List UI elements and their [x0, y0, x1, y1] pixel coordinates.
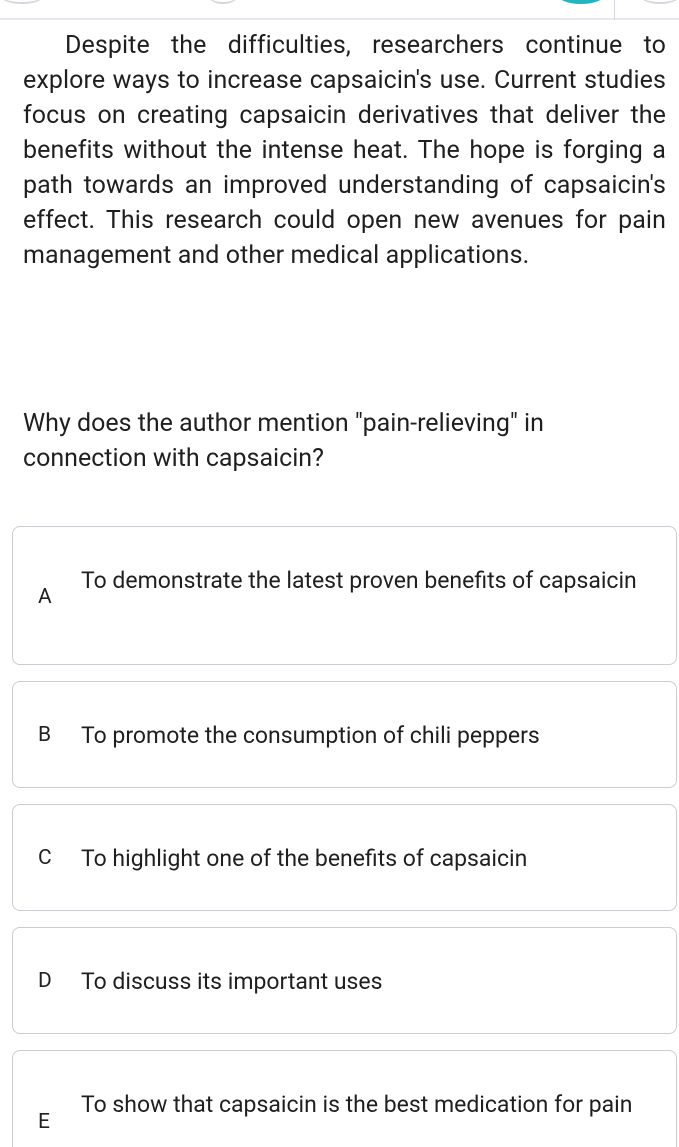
option-letter: D [38, 969, 52, 993]
option-letter: A [38, 585, 52, 609]
option-text: To demonstrate the latest proven benefits of capsaicin [81, 567, 637, 594]
progress-step [640, 0, 679, 4]
answer-option-d[interactable] [12, 927, 677, 1034]
answer-option-c[interactable] [12, 804, 677, 911]
option-text: To highlight one of the benefits of capsaicin [81, 845, 528, 872]
progress-step [0, 0, 44, 4]
answer-option-e[interactable] [12, 1050, 677, 1147]
option-letter: C [38, 846, 52, 870]
option-text: To show that capsaicin is the best medication for pain [81, 1091, 633, 1118]
option-text: To discuss its important uses [81, 968, 383, 995]
reading-passage: Despite the difficulties, researchers continue to explore ways to increase capsaicin's use. Current studies focus on creating capsaicin derivatives that deliver the benefits without the intense heat. The hope is forging a path towards an improved understanding of capsaicin's effect. This research could open new avenues for pain management and other medical applications. [23, 31, 666, 270]
question-text: Why does the author mention "pain-relieving" in connection with capsaicin? [23, 409, 544, 473]
answer-option-a[interactable] [12, 526, 677, 665]
answer-option-b[interactable] [12, 681, 677, 788]
option-text: To promote the consumption of chili peppers [81, 722, 540, 749]
progress-divider [614, 0, 615, 20]
progress-step [208, 0, 238, 4]
option-letter: E [38, 1110, 50, 1134]
progress-step-current [558, 0, 604, 4]
progress-indicator [0, 0, 679, 20]
option-letter: B [38, 723, 52, 747]
